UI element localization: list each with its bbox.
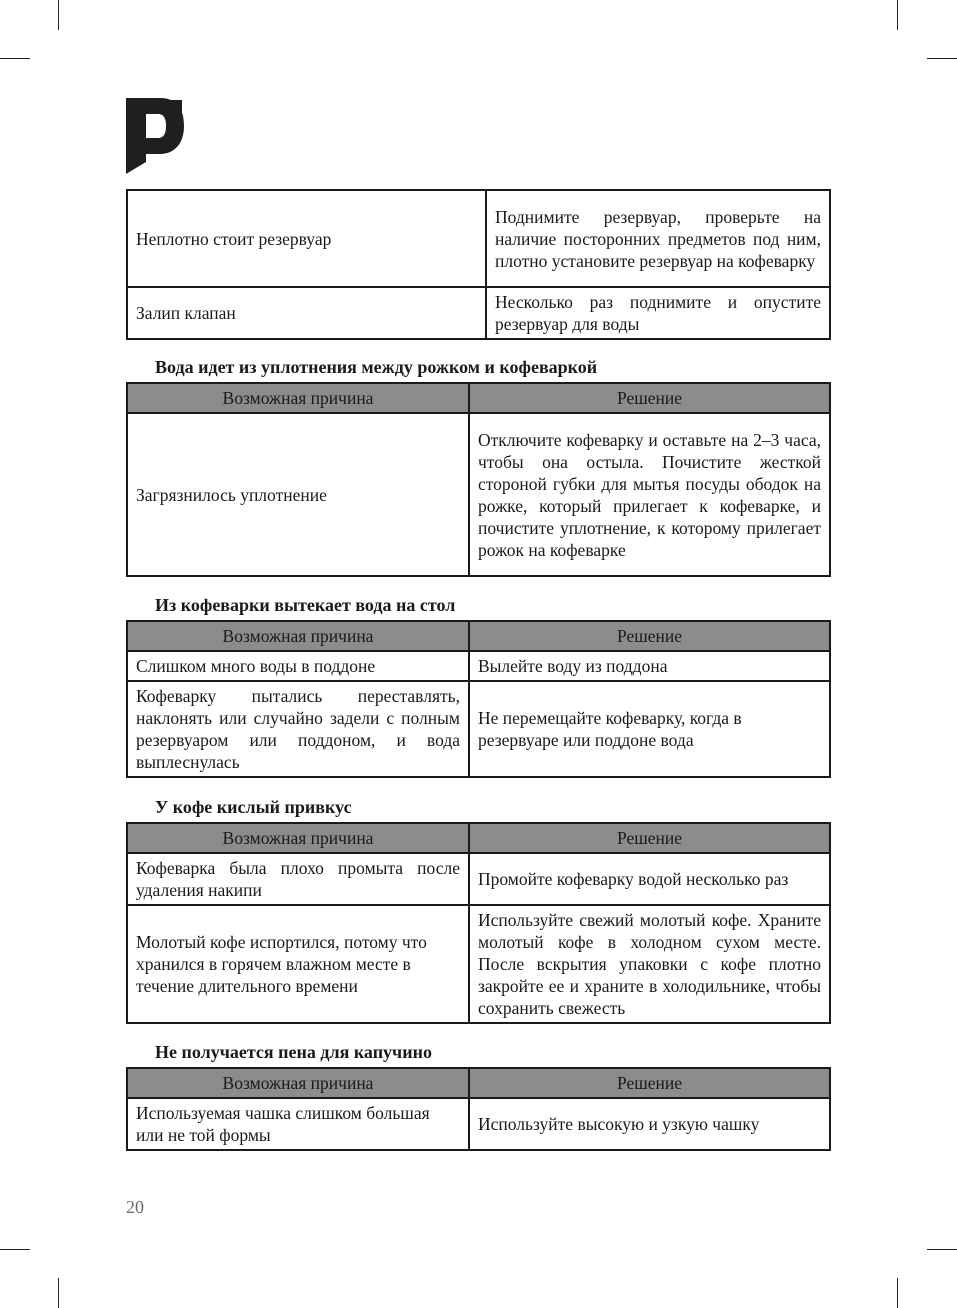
solution-cell: Отключите кофеварку и оставьте на 2–3 часа, чтобы она остыла. Почистите жесткой стороной губки для мытья посуды ободок на рожке, который прилегает к кофеварке, и почистите уплотнение, к которому прилегает рожок на кофеварке — [469, 413, 830, 576]
page-number: 20 — [126, 1197, 144, 1217]
crop-mark — [0, 58, 30, 59]
table-row — [127, 905, 830, 1023]
crop-mark — [897, 0, 898, 30]
crop-mark — [927, 1249, 957, 1250]
troubleshoot-table-1 — [126, 189, 831, 340]
table-header-row — [127, 1068, 830, 1098]
crop-mark — [927, 58, 957, 59]
cause-cell: Кофеварку пытались переставлять, наклонять или случайно задели с полным резервуаром или поддоном, и вода выплеснулась — [127, 681, 469, 777]
header-solution: Решение — [469, 383, 830, 413]
brand-p-logo-icon — [124, 96, 186, 174]
header-solution: Решение — [469, 621, 830, 651]
cause-cell: Загрязнилось уплотнение — [127, 413, 469, 576]
solution-cell: Поднимите резервуар, проверьте на наличие посторонних предметов под ним, плотно установите резервуар на кофеварку — [486, 190, 830, 287]
section-title: Не получается пена для капучино — [155, 1042, 432, 1062]
cause-cell: Кофеварка была плохо промыта после удаления накипи — [127, 853, 469, 905]
table-row — [127, 190, 830, 287]
crop-mark — [0, 1249, 30, 1250]
table-row — [127, 287, 830, 339]
table-header-row — [127, 621, 830, 651]
crop-mark — [897, 1278, 898, 1308]
troubleshoot-table-5 — [126, 1067, 831, 1151]
table-header-row — [127, 383, 830, 413]
table-row — [127, 651, 830, 681]
cause-cell: Используемая чашка слишком большая или не той формы — [127, 1098, 469, 1150]
solution-cell: Используйте высокую и узкую чашку — [469, 1098, 830, 1150]
section-title: Вода идет из уплотнения между рожком и кофеваркой — [155, 357, 598, 377]
table-row — [127, 681, 830, 777]
table-header-row — [127, 823, 830, 853]
cause-cell: Неплотно стоит резервуар — [127, 190, 486, 287]
header-solution: Решение — [469, 823, 830, 853]
troubleshoot-table-3 — [126, 620, 831, 778]
troubleshoot-table-4 — [126, 822, 831, 1024]
header-cause: Возможная причина — [127, 383, 469, 413]
solution-cell: Вылейте воду из поддона — [469, 651, 830, 681]
crop-mark — [58, 1278, 59, 1308]
cause-cell: Слишком много воды в поддоне — [127, 651, 469, 681]
header-cause: Возможная причина — [127, 621, 469, 651]
header-solution: Решение — [469, 1068, 830, 1098]
solution-cell: Используйте свежий молотый кофе. Храните молотый кофе в холодном сухом месте. После вскрытия упаковки с кофе плотно закройте ее и храните в холодильнике, чтобы сохранить свежесть — [469, 905, 830, 1023]
section-title: У кофе кислый привкус — [155, 797, 352, 817]
solution-cell: Не перемещайте кофеварку, когда в резервуаре или поддоне вода — [469, 681, 830, 777]
header-cause: Возможная причина — [127, 823, 469, 853]
table-row — [127, 853, 830, 905]
cause-cell: Залип клапан — [127, 287, 486, 339]
table-row — [127, 413, 830, 576]
cause-cell: Молотый кофе испортился, потому что хранился в горячем влажном месте в течение длительного времени — [127, 905, 469, 1023]
troubleshoot-table-2 — [126, 382, 831, 577]
crop-mark — [58, 0, 59, 30]
section-title: Из кофеварки вытекает вода на стол — [155, 595, 456, 615]
solution-cell: Несколько раз поднимите и опустите резервуар для воды — [486, 287, 830, 339]
solution-cell: Промойте кофеварку водой несколько раз — [469, 853, 830, 905]
table-row — [127, 1098, 830, 1150]
header-cause: Возможная причина — [127, 1068, 469, 1098]
